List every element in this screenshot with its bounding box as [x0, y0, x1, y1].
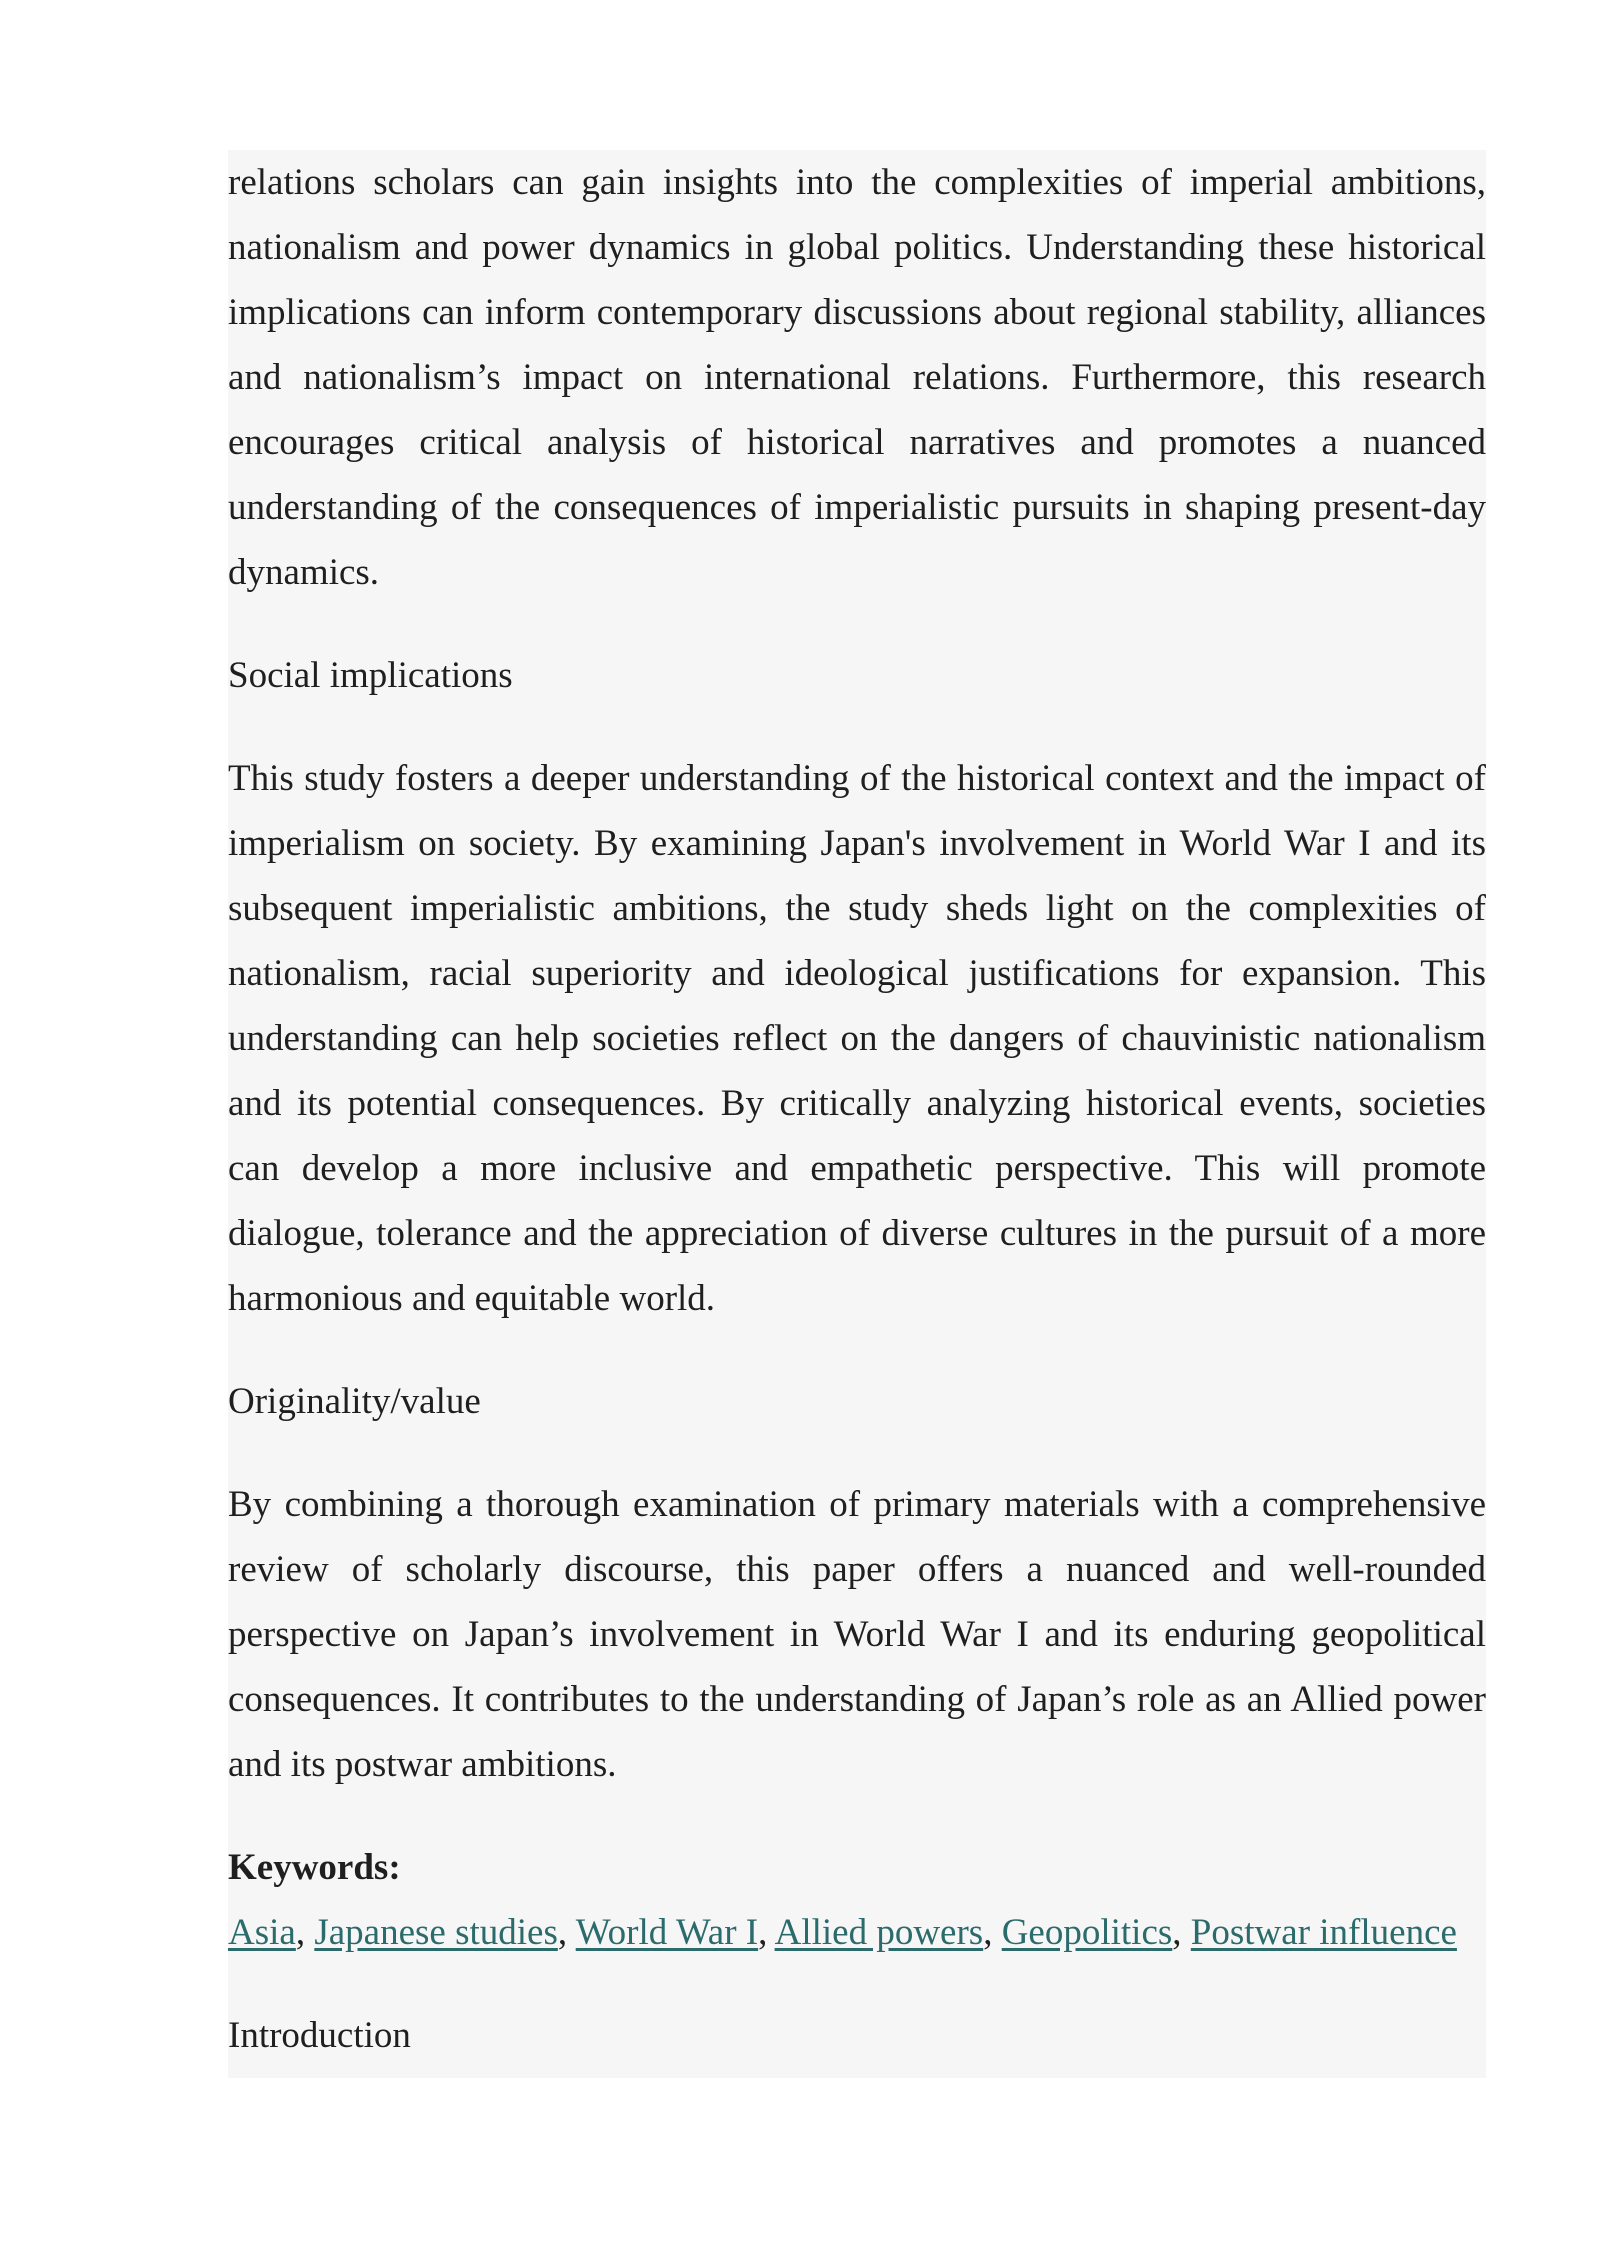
- keywords-list: [228, 1900, 1486, 1965]
- keyword-separator: ,: [557, 1912, 576, 1953]
- keyword-separator: ,: [983, 1912, 1002, 1953]
- keyword-link-allied-powers[interactable]: Allied powers: [774, 1912, 984, 1953]
- keyword-link-postwar-influence[interactable]: Postwar influence: [1190, 1912, 1457, 1953]
- keyword-link-asia[interactable]: Asia: [228, 1912, 296, 1953]
- keyword-separator: ,: [295, 1912, 315, 1953]
- keywords-label: Keywords:: [228, 1847, 401, 1888]
- social-implications-paragraph: This study fosters a deeper understanding of the historical context and the impact of imperialism on society. By examining Japan's involvement in World War I and its subsequent imperialistic ambitions, the study sheds light on the complexities of nationalism, racial superiority and ideological justifications for expansion. This understanding can help societies reflect on the dangers of chauvinistic nationalism and its potential consequences. By critically analyzing historical events, societies can develop a more inclusive and empathetic perspective. This will promote dialogue, tolerance and the appreciation of diverse cultures in the pursuit of a more harmonious and equitable world.: [228, 758, 1486, 1319]
- keyword-separator: ,: [758, 1912, 775, 1953]
- originality-paragraph: By combining a thorough examination of primary materials with a comprehensive review of scholarly discourse, this paper offers a nuanced and well-rounded perspective on Japan’s involvement in World War I and its enduring geopolitical consequences. It contributes to the understanding of Japan’s role as an Allied power and its postwar ambitions.: [228, 1484, 1486, 1785]
- social-implications-heading: Social implications: [228, 655, 513, 696]
- keyword-link-geopolitics[interactable]: Geopolitics: [1001, 1912, 1173, 1953]
- keyword-link-world-war-i[interactable]: World War I: [575, 1912, 759, 1953]
- originality-heading: Originality/value: [228, 1381, 481, 1422]
- keyword-separator: ,: [1172, 1912, 1191, 1953]
- research-implications-paragraph: relations scholars can gain insights into the complexities of imperial ambitions, nationalism and power dynamics in global politics. Understanding these historical implications can inform contemporary discussions about regional stability, alliances and nationalism’s impact on international relations. Furthermore, this research encourages critical analysis of historical narratives and promotes a nuanced understanding of the consequences of imperialistic pursuits in shaping present-day dynamics.: [228, 162, 1486, 593]
- keyword-link-japanese-studies[interactable]: Japanese studies: [314, 1912, 558, 1953]
- introduction-heading: Introduction: [228, 2015, 411, 2056]
- article-content: [228, 150, 1486, 2078]
